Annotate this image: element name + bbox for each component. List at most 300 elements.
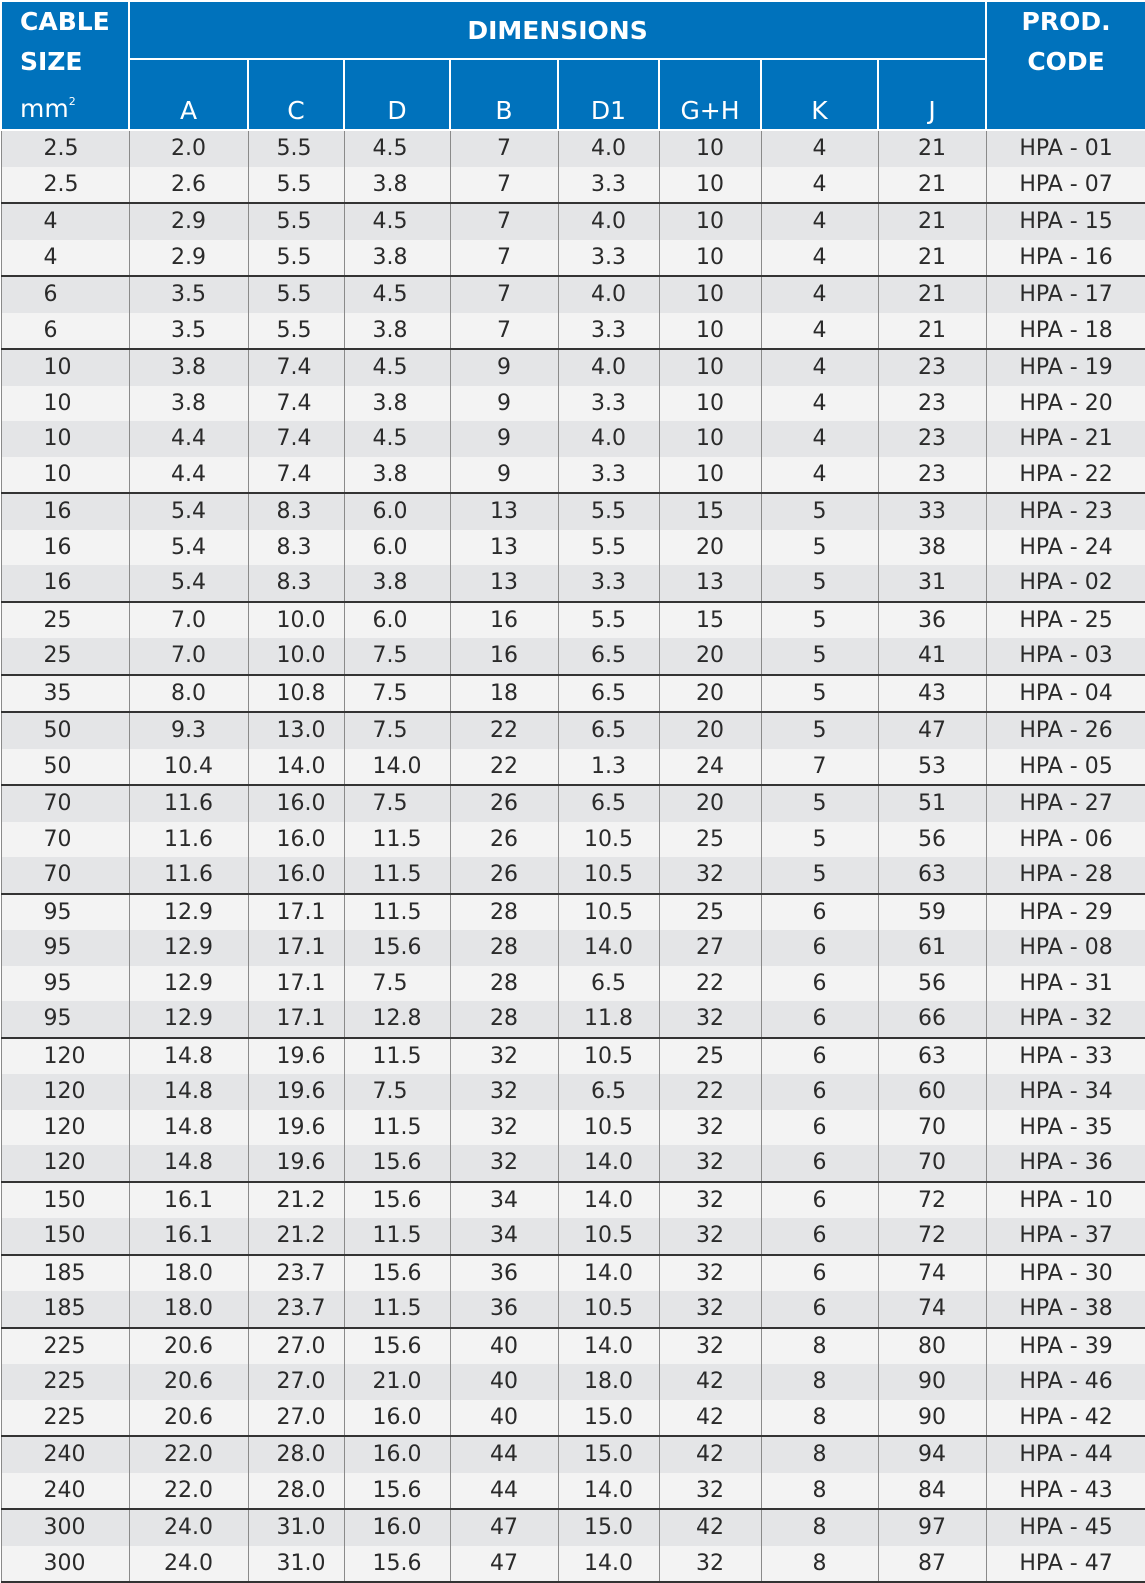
- column-header-b: B: [450, 59, 558, 130]
- dim-d1-cell: 15.0: [558, 1400, 659, 1437]
- dim-d-cell: 3.8: [344, 167, 450, 204]
- dim-j-cell: 23: [878, 349, 986, 386]
- dim-k-cell: 5: [761, 602, 878, 639]
- dim-k-cell: 8: [761, 1364, 878, 1400]
- dim-d1-cell: 6.5: [558, 638, 659, 675]
- prod-code-cell: HPA - 03: [986, 638, 1145, 675]
- prod-code-cell: HPA - 36: [986, 1145, 1145, 1182]
- cable-size-cell: 120: [1, 1145, 129, 1182]
- table-row: [1, 421, 1145, 457]
- dim-j-cell: 56: [878, 966, 986, 1002]
- dim-b-cell: 34: [450, 1218, 558, 1255]
- dim-d1-cell: 10.5: [558, 1291, 659, 1328]
- dim-j-cell: 21: [878, 203, 986, 240]
- dim-j-cell: 43: [878, 675, 986, 713]
- table-row: [1, 530, 1145, 566]
- dim-j-cell: 23: [878, 457, 986, 494]
- prod-code-cell: HPA - 45: [986, 1509, 1145, 1546]
- prod-code-cell: HPA - 18: [986, 313, 1145, 350]
- table-row: [1, 1364, 1145, 1400]
- dim-gh-cell: 20: [659, 712, 761, 749]
- cable-size-cell: 16: [1, 530, 129, 566]
- cable-size-cell: 95: [1, 894, 129, 931]
- dim-a-cell: 7.0: [129, 638, 248, 675]
- prod-code-cell: HPA - 28: [986, 857, 1145, 894]
- column-header-d: D: [344, 59, 450, 130]
- cable-size-cell: 185: [1, 1291, 129, 1328]
- dim-gh-cell: 32: [659, 1001, 761, 1038]
- table-row: [1, 1400, 1145, 1437]
- dim-c-cell: 23.7: [248, 1291, 344, 1328]
- dim-d1-cell: 4.0: [558, 349, 659, 386]
- dim-d-cell: 11.5: [344, 1291, 450, 1328]
- prod-code-cell: HPA - 06: [986, 822, 1145, 858]
- prod-code-cell: HPA - 33: [986, 1038, 1145, 1075]
- prod-code-cell: HPA - 17: [986, 276, 1145, 313]
- prod-code-cell: HPA - 42: [986, 1400, 1145, 1437]
- dim-c-cell: 27.0: [248, 1364, 344, 1400]
- cable-size-cell: 240: [1, 1473, 129, 1510]
- dim-c-cell: 19.6: [248, 1145, 344, 1182]
- dim-j-cell: 74: [878, 1255, 986, 1292]
- dim-b-cell: 16: [450, 638, 558, 675]
- dim-j-cell: 21: [878, 313, 986, 350]
- dim-k-cell: 5: [761, 565, 878, 602]
- dim-gh-cell: 10: [659, 457, 761, 494]
- cable-size-cell: 150: [1, 1218, 129, 1255]
- cable-size-cell: 10: [1, 386, 129, 422]
- dim-a-cell: 24.0: [129, 1546, 248, 1583]
- prod-code-cell: HPA - 07: [986, 167, 1145, 204]
- dim-b-cell: 40: [450, 1400, 558, 1437]
- dim-j-cell: 94: [878, 1436, 986, 1473]
- dim-c-cell: 14.0: [248, 749, 344, 786]
- cable-size-cell: 10: [1, 457, 129, 494]
- dim-j-cell: 21: [878, 240, 986, 277]
- dim-gh-cell: 42: [659, 1400, 761, 1437]
- dim-d1-cell: 4.0: [558, 276, 659, 313]
- dim-k-cell: 5: [761, 675, 878, 713]
- dim-d1-cell: 15.0: [558, 1509, 659, 1546]
- dim-k-cell: 6: [761, 1218, 878, 1255]
- dim-gh-cell: 10: [659, 167, 761, 204]
- column-header-gh: G+H: [659, 59, 761, 130]
- dim-a-cell: 5.4: [129, 530, 248, 566]
- dim-gh-cell: 10: [659, 130, 761, 167]
- dim-c-cell: 31.0: [248, 1509, 344, 1546]
- prod-code-cell: HPA - 46: [986, 1364, 1145, 1400]
- cable-size-cell: 95: [1, 966, 129, 1002]
- dim-d1-cell: 6.5: [558, 675, 659, 713]
- table-row: [1, 313, 1145, 350]
- header-prod-line2: CODE: [1027, 47, 1105, 76]
- dim-k-cell: 4: [761, 421, 878, 457]
- cable-size-cell: 225: [1, 1328, 129, 1365]
- prod-code-cell: HPA - 21: [986, 421, 1145, 457]
- table-row: [1, 276, 1145, 313]
- prod-code-cell: HPA - 20: [986, 386, 1145, 422]
- dim-k-cell: 4: [761, 276, 878, 313]
- dim-b-cell: 28: [450, 930, 558, 966]
- dim-a-cell: 11.6: [129, 822, 248, 858]
- dim-d1-cell: 3.3: [558, 167, 659, 204]
- dim-d-cell: 3.8: [344, 565, 450, 602]
- dim-d-cell: 4.5: [344, 130, 450, 167]
- dim-a-cell: 24.0: [129, 1509, 248, 1546]
- dim-a-cell: 2.9: [129, 240, 248, 277]
- dim-c-cell: 17.1: [248, 966, 344, 1002]
- dim-c-cell: 19.6: [248, 1110, 344, 1146]
- dim-a-cell: 4.4: [129, 457, 248, 494]
- prod-code-cell: HPA - 43: [986, 1473, 1145, 1510]
- dim-gh-cell: 42: [659, 1509, 761, 1546]
- dim-gh-cell: 10: [659, 203, 761, 240]
- cable-size-cell: 50: [1, 749, 129, 786]
- dim-gh-cell: 15: [659, 602, 761, 639]
- dim-b-cell: 13: [450, 530, 558, 566]
- dim-b-cell: 7: [450, 240, 558, 277]
- dim-b-cell: 36: [450, 1255, 558, 1292]
- dim-a-cell: 3.5: [129, 313, 248, 350]
- dim-c-cell: 10.0: [248, 638, 344, 675]
- dim-c-cell: 27.0: [248, 1400, 344, 1437]
- dim-c-cell: 21.2: [248, 1182, 344, 1219]
- dim-d1-cell: 4.0: [558, 203, 659, 240]
- dim-j-cell: 38: [878, 530, 986, 566]
- dim-gh-cell: 32: [659, 1110, 761, 1146]
- dim-gh-cell: 32: [659, 1291, 761, 1328]
- dim-d1-cell: 14.0: [558, 930, 659, 966]
- table-row: [1, 130, 1145, 167]
- dim-k-cell: 4: [761, 313, 878, 350]
- dim-j-cell: 90: [878, 1364, 986, 1400]
- column-header-j: J: [878, 59, 986, 130]
- dim-gh-cell: 22: [659, 1074, 761, 1110]
- dim-k-cell: 6: [761, 1291, 878, 1328]
- dim-gh-cell: 20: [659, 785, 761, 822]
- dim-d1-cell: 15.0: [558, 1436, 659, 1473]
- dim-d-cell: 15.6: [344, 1255, 450, 1292]
- dim-k-cell: 6: [761, 1001, 878, 1038]
- dim-d-cell: 12.8: [344, 1001, 450, 1038]
- column-header-k: K: [761, 59, 878, 130]
- dim-d1-cell: 6.5: [558, 785, 659, 822]
- dim-d-cell: 14.0: [344, 749, 450, 786]
- dim-d1-cell: 10.5: [558, 1218, 659, 1255]
- dim-b-cell: 22: [450, 712, 558, 749]
- dim-b-cell: 47: [450, 1546, 558, 1583]
- dim-b-cell: 9: [450, 349, 558, 386]
- dim-gh-cell: 10: [659, 421, 761, 457]
- dim-d1-cell: 14.0: [558, 1546, 659, 1583]
- dim-d1-cell: 14.0: [558, 1473, 659, 1510]
- prod-code-cell: HPA - 10: [986, 1182, 1145, 1219]
- header-prod-code: [986, 1, 1145, 130]
- header-cable-size: [1, 1, 129, 130]
- cable-size-cell: 25: [1, 638, 129, 675]
- dim-gh-cell: 13: [659, 565, 761, 602]
- cable-size-cell: 120: [1, 1074, 129, 1110]
- header-unit-sup: 2: [68, 95, 76, 108]
- dim-c-cell: 16.0: [248, 785, 344, 822]
- dim-a-cell: 16.1: [129, 1182, 248, 1219]
- cable-size-cell: 225: [1, 1364, 129, 1400]
- dim-d1-cell: 6.5: [558, 966, 659, 1002]
- dim-d1-cell: 10.5: [558, 822, 659, 858]
- dim-d1-cell: 5.5: [558, 602, 659, 639]
- cable-size-cell: 95: [1, 930, 129, 966]
- dim-j-cell: 70: [878, 1145, 986, 1182]
- dim-b-cell: 47: [450, 1509, 558, 1546]
- dim-b-cell: 7: [450, 167, 558, 204]
- cable-size-cell: 16: [1, 565, 129, 602]
- dim-d-cell: 16.0: [344, 1400, 450, 1437]
- dim-d-cell: 11.5: [344, 894, 450, 931]
- dim-d1-cell: 6.5: [558, 712, 659, 749]
- cable-size-cell: 25: [1, 602, 129, 639]
- prod-code-cell: HPA - 15: [986, 203, 1145, 240]
- dim-d-cell: 11.5: [344, 1110, 450, 1146]
- cable-size-cell: 16: [1, 493, 129, 530]
- dim-d-cell: 11.5: [344, 1038, 450, 1075]
- dim-j-cell: 41: [878, 638, 986, 675]
- dim-d-cell: 7.5: [344, 712, 450, 749]
- dim-a-cell: 14.8: [129, 1110, 248, 1146]
- dim-b-cell: 34: [450, 1182, 558, 1219]
- table-row: [1, 1328, 1145, 1365]
- dim-c-cell: 19.6: [248, 1038, 344, 1075]
- dim-gh-cell: 10: [659, 276, 761, 313]
- table-row: [1, 1509, 1145, 1546]
- dim-a-cell: 20.6: [129, 1364, 248, 1400]
- dim-b-cell: 7: [450, 276, 558, 313]
- dim-a-cell: 22.0: [129, 1436, 248, 1473]
- cable-size-cell: 120: [1, 1038, 129, 1075]
- dim-a-cell: 4.4: [129, 421, 248, 457]
- dim-a-cell: 2.9: [129, 203, 248, 240]
- dim-b-cell: 18: [450, 675, 558, 713]
- dim-c-cell: 17.1: [248, 1001, 344, 1038]
- dim-c-cell: 13.0: [248, 712, 344, 749]
- cable-size-cell: 240: [1, 1436, 129, 1473]
- table-row: [1, 1182, 1145, 1219]
- dim-gh-cell: 42: [659, 1364, 761, 1400]
- dim-a-cell: 2.6: [129, 167, 248, 204]
- dim-d1-cell: 3.3: [558, 240, 659, 277]
- table-row: [1, 966, 1145, 1002]
- prod-code-cell: HPA - 23: [986, 493, 1145, 530]
- dim-a-cell: 14.8: [129, 1145, 248, 1182]
- table-row: [1, 930, 1145, 966]
- dim-d-cell: 15.6: [344, 1182, 450, 1219]
- dim-d-cell: 7.5: [344, 785, 450, 822]
- table-row: [1, 894, 1145, 931]
- table-row: [1, 565, 1145, 602]
- dim-a-cell: 5.4: [129, 493, 248, 530]
- header-unit-text: mm: [20, 94, 69, 123]
- dim-b-cell: 32: [450, 1038, 558, 1075]
- prod-code-cell: HPA - 04: [986, 675, 1145, 713]
- dim-d-cell: 4.5: [344, 276, 450, 313]
- cable-size-cell: 6: [1, 276, 129, 313]
- dim-gh-cell: 20: [659, 675, 761, 713]
- cable-size-cell: 2.5: [1, 130, 129, 167]
- dim-j-cell: 56: [878, 822, 986, 858]
- dim-k-cell: 6: [761, 1145, 878, 1182]
- dim-j-cell: 97: [878, 1509, 986, 1546]
- cable-size-cell: 4: [1, 240, 129, 277]
- header-prod-line1: PROD.: [1021, 7, 1111, 36]
- dim-a-cell: 11.6: [129, 785, 248, 822]
- dim-a-cell: 9.3: [129, 712, 248, 749]
- dim-c-cell: 16.0: [248, 857, 344, 894]
- dim-k-cell: 8: [761, 1436, 878, 1473]
- dim-d1-cell: 3.3: [558, 313, 659, 350]
- dim-d-cell: 7.5: [344, 966, 450, 1002]
- column-header-a: A: [129, 59, 248, 130]
- prod-code-cell: HPA - 37: [986, 1218, 1145, 1255]
- dim-a-cell: 12.9: [129, 894, 248, 931]
- dim-d-cell: 16.0: [344, 1509, 450, 1546]
- prod-code-cell: HPA - 19: [986, 349, 1145, 386]
- cable-size-cell: 70: [1, 857, 129, 894]
- dim-d1-cell: 14.0: [558, 1182, 659, 1219]
- dim-d-cell: 3.8: [344, 313, 450, 350]
- dim-d1-cell: 3.3: [558, 386, 659, 422]
- dim-k-cell: 6: [761, 1074, 878, 1110]
- dim-k-cell: 6: [761, 930, 878, 966]
- dim-d-cell: 4.5: [344, 421, 450, 457]
- dim-d1-cell: 18.0: [558, 1364, 659, 1400]
- dim-k-cell: 4: [761, 349, 878, 386]
- dim-gh-cell: 32: [659, 1473, 761, 1510]
- dim-b-cell: 7: [450, 130, 558, 167]
- dim-j-cell: 90: [878, 1400, 986, 1437]
- dim-j-cell: 36: [878, 602, 986, 639]
- dim-a-cell: 14.8: [129, 1074, 248, 1110]
- table-row: [1, 1001, 1145, 1038]
- dim-gh-cell: 32: [659, 857, 761, 894]
- cable-size-cell: 35: [1, 675, 129, 713]
- table-row: [1, 203, 1145, 240]
- dim-j-cell: 21: [878, 276, 986, 313]
- dim-k-cell: 5: [761, 822, 878, 858]
- dim-gh-cell: 22: [659, 966, 761, 1002]
- dim-b-cell: 32: [450, 1145, 558, 1182]
- dim-gh-cell: 27: [659, 930, 761, 966]
- cable-size-cell: 300: [1, 1546, 129, 1583]
- cable-size-cell: 95: [1, 1001, 129, 1038]
- dim-a-cell: 20.6: [129, 1400, 248, 1437]
- prod-code-cell: HPA - 47: [986, 1546, 1145, 1583]
- dim-d1-cell: 14.0: [558, 1255, 659, 1292]
- dim-c-cell: 17.1: [248, 930, 344, 966]
- prod-code-cell: HPA - 22: [986, 457, 1145, 494]
- dim-b-cell: 26: [450, 857, 558, 894]
- dim-c-cell: 8.3: [248, 530, 344, 566]
- dim-j-cell: 74: [878, 1291, 986, 1328]
- dim-d-cell: 3.8: [344, 457, 450, 494]
- cable-size-cell: 70: [1, 785, 129, 822]
- table-row: [1, 1110, 1145, 1146]
- prod-code-cell: HPA - 16: [986, 240, 1145, 277]
- dim-k-cell: 7: [761, 749, 878, 786]
- dim-d-cell: 7.5: [344, 638, 450, 675]
- dim-c-cell: 5.5: [248, 240, 344, 277]
- dim-a-cell: 11.6: [129, 857, 248, 894]
- dim-gh-cell: 32: [659, 1145, 761, 1182]
- dim-b-cell: 28: [450, 1001, 558, 1038]
- dim-c-cell: 7.4: [248, 349, 344, 386]
- dim-j-cell: 21: [878, 167, 986, 204]
- dim-a-cell: 14.8: [129, 1038, 248, 1075]
- dim-d1-cell: 10.5: [558, 1038, 659, 1075]
- dim-j-cell: 84: [878, 1473, 986, 1510]
- dim-j-cell: 59: [878, 894, 986, 931]
- dim-d-cell: 6.0: [344, 530, 450, 566]
- dim-b-cell: 7: [450, 313, 558, 350]
- header-cable-line1: CABLE: [20, 7, 110, 36]
- dim-j-cell: 61: [878, 930, 986, 966]
- dim-c-cell: 23.7: [248, 1255, 344, 1292]
- dim-k-cell: 8: [761, 1400, 878, 1437]
- dim-k-cell: 8: [761, 1328, 878, 1365]
- prod-code-cell: HPA - 38: [986, 1291, 1145, 1328]
- dim-d-cell: 15.6: [344, 1328, 450, 1365]
- dim-j-cell: 31: [878, 565, 986, 602]
- dim-d-cell: 6.0: [344, 602, 450, 639]
- table-row: [1, 1145, 1145, 1182]
- dim-b-cell: 13: [450, 565, 558, 602]
- table-row: [1, 602, 1145, 639]
- dim-d-cell: 15.6: [344, 1546, 450, 1583]
- dim-c-cell: 7.4: [248, 421, 344, 457]
- dim-k-cell: 4: [761, 386, 878, 422]
- dim-c-cell: 5.5: [248, 203, 344, 240]
- dim-d-cell: 15.6: [344, 1473, 450, 1510]
- dim-b-cell: 32: [450, 1074, 558, 1110]
- cable-size-cell: 50: [1, 712, 129, 749]
- dim-a-cell: 3.8: [129, 349, 248, 386]
- dim-a-cell: 16.1: [129, 1218, 248, 1255]
- dim-k-cell: 8: [761, 1546, 878, 1583]
- dim-c-cell: 8.3: [248, 493, 344, 530]
- dim-c-cell: 5.5: [248, 276, 344, 313]
- table-row: [1, 857, 1145, 894]
- dim-j-cell: 72: [878, 1182, 986, 1219]
- dim-j-cell: 21: [878, 130, 986, 167]
- dim-a-cell: 12.9: [129, 966, 248, 1002]
- dim-c-cell: 10.8: [248, 675, 344, 713]
- prod-code-cell: HPA - 29: [986, 894, 1145, 931]
- table-row: [1, 1074, 1145, 1110]
- dim-c-cell: 21.2: [248, 1218, 344, 1255]
- dim-c-cell: 28.0: [248, 1436, 344, 1473]
- dim-d-cell: 21.0: [344, 1364, 450, 1400]
- cable-size-cell: 185: [1, 1255, 129, 1292]
- dim-c-cell: 8.3: [248, 565, 344, 602]
- header-dimensions: DIMENSIONS: [129, 1, 986, 59]
- dim-c-cell: 27.0: [248, 1328, 344, 1365]
- dim-d-cell: 15.6: [344, 930, 450, 966]
- dim-d-cell: 3.8: [344, 386, 450, 422]
- prod-code-cell: HPA - 30: [986, 1255, 1145, 1292]
- dim-k-cell: 4: [761, 130, 878, 167]
- cable-size-cell: 10: [1, 349, 129, 386]
- dim-c-cell: 17.1: [248, 894, 344, 931]
- dim-c-cell: 19.6: [248, 1074, 344, 1110]
- table-row: [1, 493, 1145, 530]
